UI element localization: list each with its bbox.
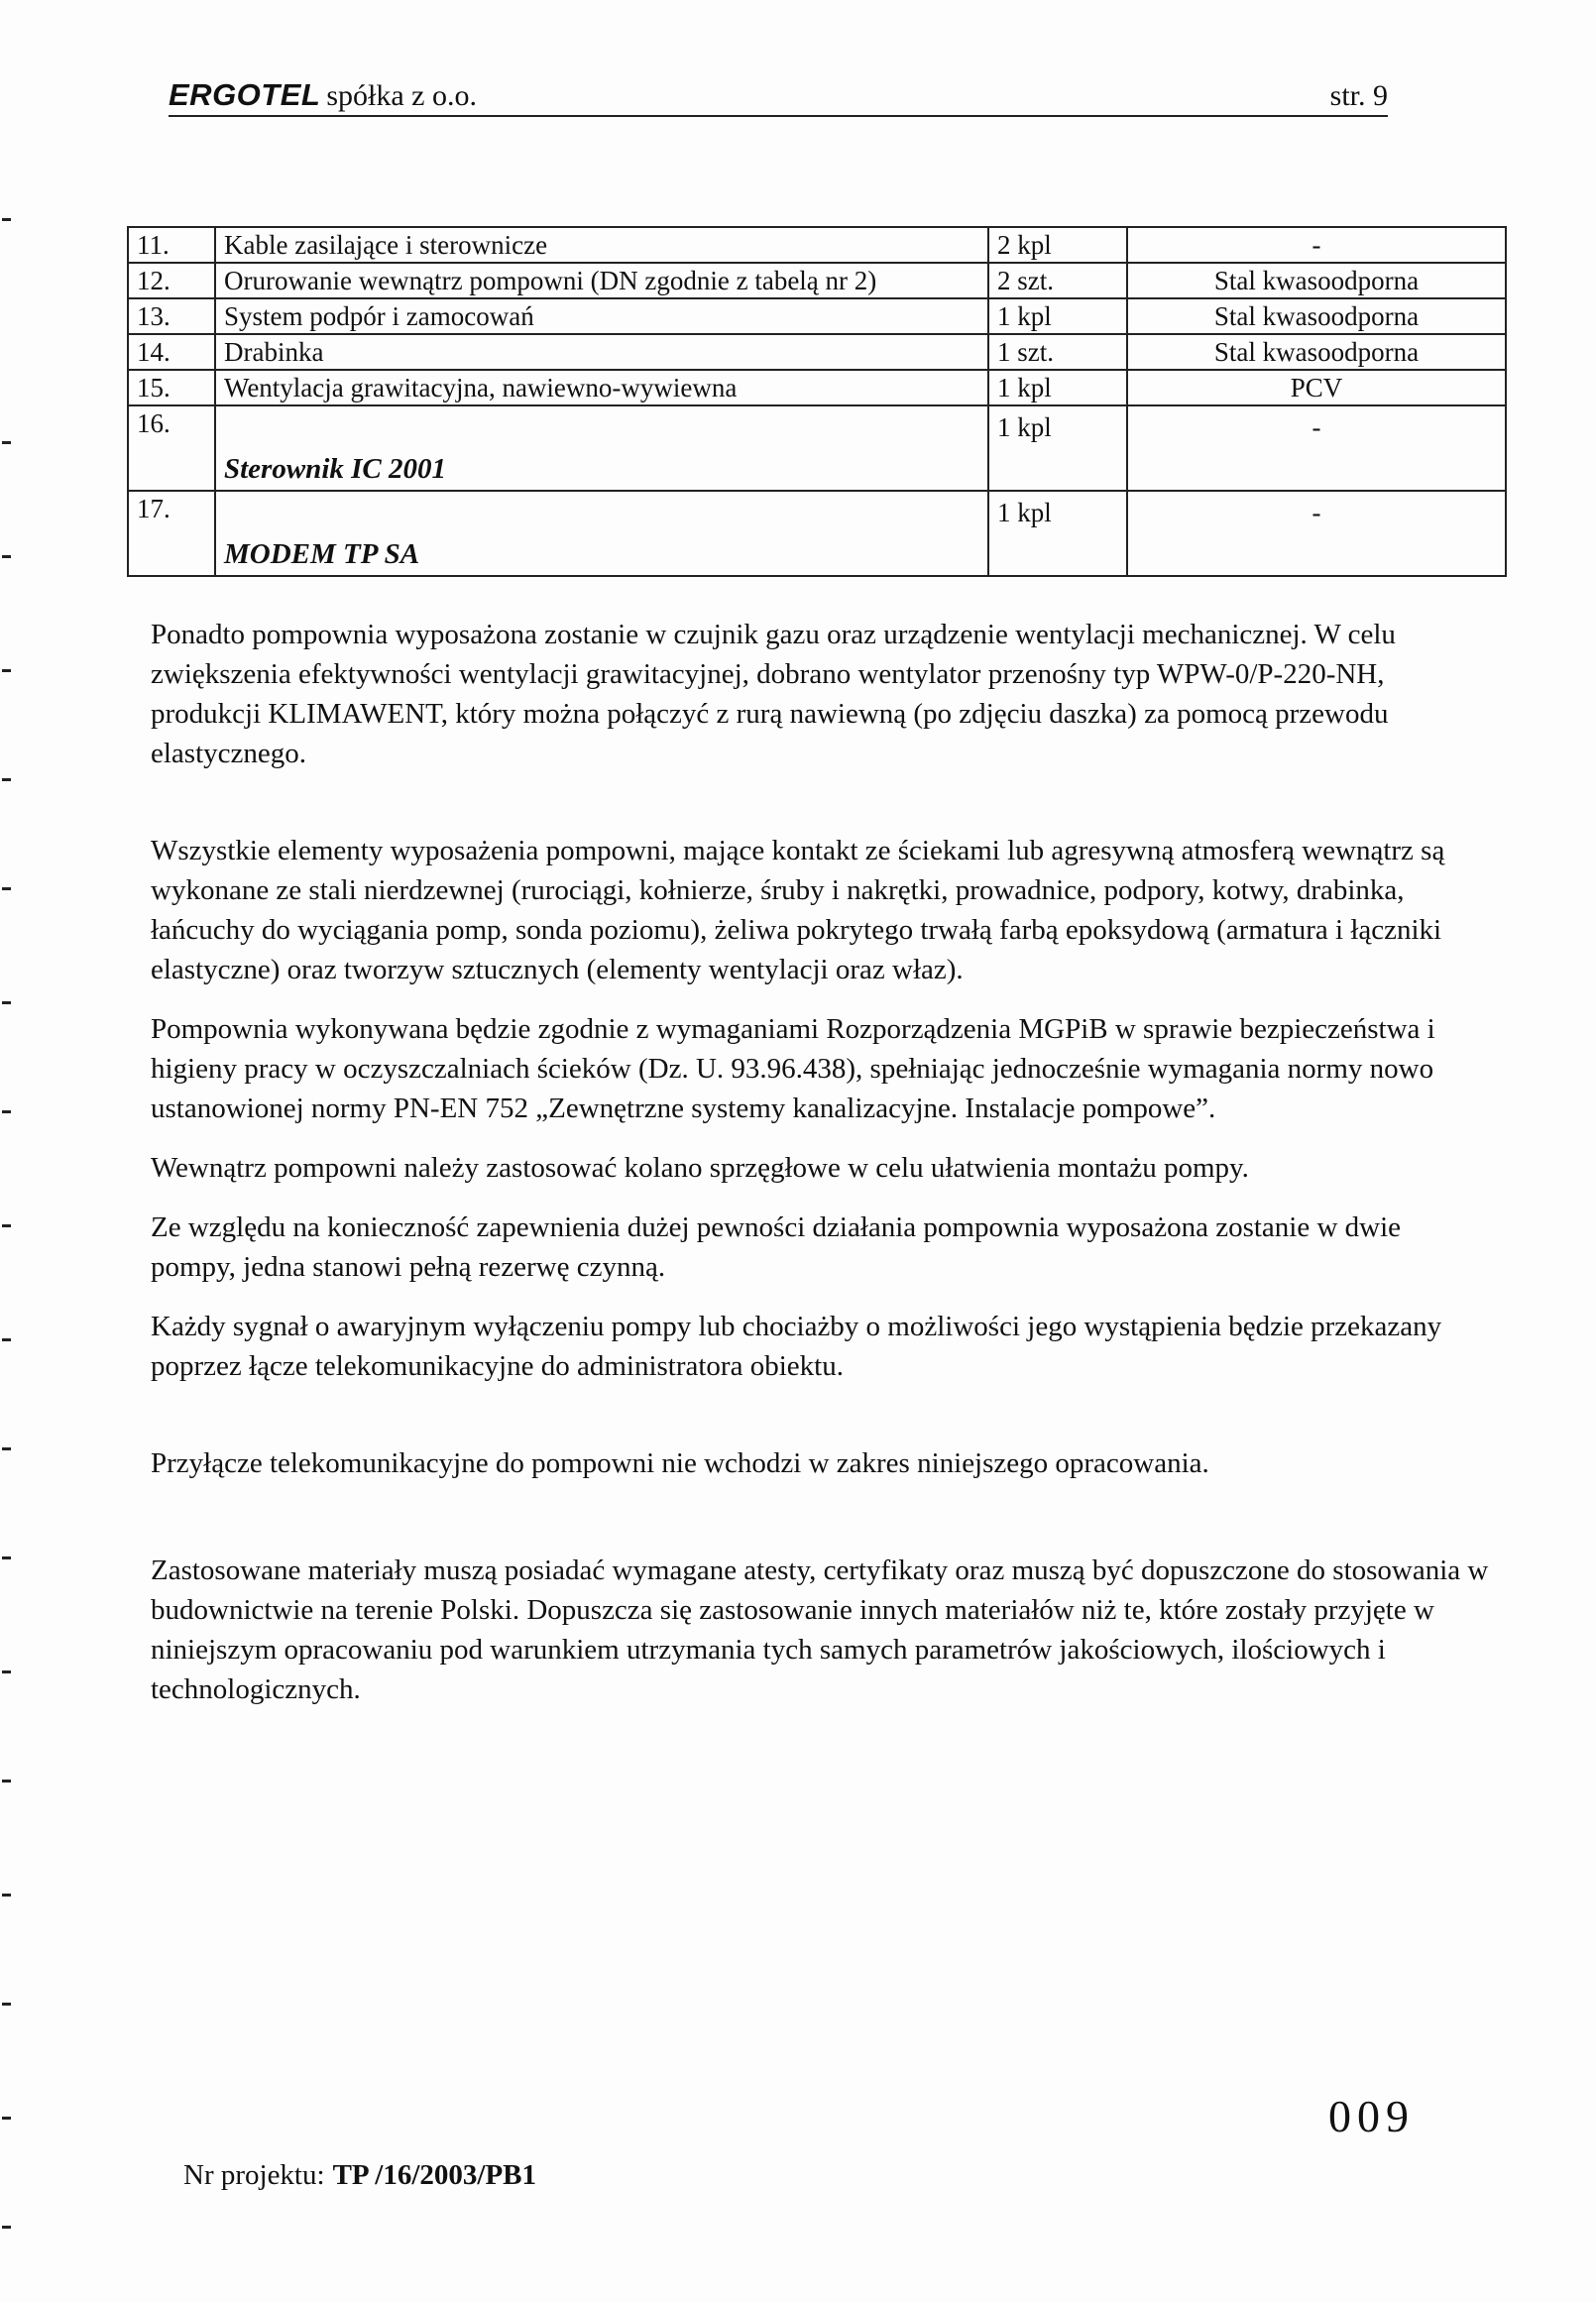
- item-material: Stal kwasoodporna: [1127, 263, 1506, 298]
- scan-mark: [2, 218, 11, 221]
- item-quantity: 1 kpl: [988, 298, 1127, 334]
- table-row: [128, 227, 1506, 263]
- item-quantity: 2 kpl: [988, 227, 1127, 263]
- company-name: [169, 77, 477, 113]
- item-material: -: [1127, 405, 1506, 491]
- paragraph-coupling: Wewnątrz pompowni należy zastosować kolano sprzęgłowe w celu ułatwienia montażu pompy.: [151, 1152, 1249, 1184]
- document-number-stamp: 009: [1328, 2091, 1415, 2141]
- row-number: 16.: [128, 405, 215, 491]
- scan-mark: [2, 1001, 11, 1004]
- item-quantity: 2 szt.: [988, 263, 1127, 298]
- item-name: Drabinka: [215, 334, 988, 370]
- scan-mark: [2, 1224, 11, 1227]
- table-row: [128, 370, 1506, 405]
- paragraph-materials: Wszystkie elementy wyposażenia pompowni, mające kontakt ze ściekami lub agresywną atmosferą wewnątrz są wykonane ze stali nierdzewnej (rurociągi, kołnierze, śruby i nakrętki, prowadnice, podpory, kotwy, drabinka, łańcuchy do wyciągania pomp, sonda poziomu), żeliwa pokrytego trwałą farbą epoksydową (armatura i łączniki elastyczne) oraz tworzyw sztucznych (elementy wentylacji oraz właz).: [151, 835, 1445, 985]
- item-name: Wentylacja grawitacyjna, nawiewno-wywiewna: [215, 370, 988, 405]
- item-material: Stal kwasoodporna: [1127, 298, 1506, 334]
- paragraph-ventilation: Ponadto pompownia wyposażona zostanie w czujnik gazu oraz urządzenie wentylacji mechanicznej. W celu zwiększenia efektywności wentylacji grawitacyjnej, dobrano wentylator przenośny typ WPW-0/P-220-NH, produkcji KLIMAWENT, który można połączyć z rurą nawiewną (po zdjęciu daszka) za pomocą przewodu elastycznego.: [151, 619, 1396, 769]
- project-number: [183, 2159, 536, 2192]
- table-row: [128, 405, 1506, 491]
- scan-mark: [2, 2003, 11, 2006]
- table-row: [128, 298, 1506, 334]
- paragraph-alarm: Każdy sygnał o awaryjnym wyłączeniu pompy lub chociażby o możliwości jego wystąpienia będzie przekazany poprzez łącze telekomunikacyjne do administratora obiektu.: [151, 1311, 1442, 1382]
- scan-mark: [2, 1670, 11, 1673]
- scan-mark: [2, 1894, 11, 1897]
- page-header: [169, 69, 1388, 117]
- item-name: MODEM TP SA: [215, 491, 988, 576]
- row-number: 11.: [128, 227, 215, 263]
- table-row: [128, 263, 1506, 298]
- item-quantity: 1 kpl: [988, 491, 1127, 576]
- paragraph-telecom: Przyłącze telekomunikacyjne do pompowni nie wchodzi w zakres niniejszego opracowania.: [151, 1447, 1209, 1479]
- table-row: [128, 334, 1506, 370]
- company-suffix: spółka z o.o.: [326, 79, 477, 112]
- row-number: 13.: [128, 298, 215, 334]
- company-brand: ERGOTEL: [169, 77, 321, 112]
- item-material: PCV: [1127, 370, 1506, 405]
- item-quantity: 1 kpl: [988, 370, 1127, 405]
- row-number: 17.: [128, 491, 215, 576]
- scan-mark: [2, 1447, 11, 1450]
- scan-mark: [2, 555, 11, 558]
- paragraph-pumps: Ze względu na konieczność zapewnienia dużej pewności działania pompownia wyposażona zostanie w dwie pompy, jedna stanowi pełną rezerwę czynną.: [151, 1211, 1402, 1283]
- project-value: TP /16/2003/PB1: [332, 2159, 536, 2191]
- scan-mark: [2, 669, 11, 672]
- item-quantity: 1 szt.: [988, 334, 1127, 370]
- item-material: Stal kwasoodporna: [1127, 334, 1506, 370]
- item-name: Sterownik IC 2001: [215, 405, 988, 491]
- item-material: -: [1127, 491, 1506, 576]
- scan-mark: [2, 778, 11, 781]
- row-number: 12.: [128, 263, 215, 298]
- equipment-table: [127, 226, 1507, 577]
- item-name: System podpór i zamocowań: [215, 298, 988, 334]
- scan-mark: [2, 441, 11, 444]
- scan-mark: [2, 1338, 11, 1341]
- scan-mark: [2, 1110, 11, 1113]
- item-quantity: 1 kpl: [988, 405, 1127, 491]
- table-row: [128, 491, 1506, 576]
- scan-mark: [2, 1780, 11, 1783]
- paragraph-regulations: Pompownia wykonywana będzie zgodnie z wymaganiami Rozporządzenia MGPiB w sprawie bezpieczeństwa i higieny pracy w oczyszczalniach ścieków (Dz. U. 93.96.438), spełniając jednocześnie wymagania normy nowo ustanowionej normy PN-EN 752 „Zewnętrzne systemy kanalizacyjne. Instalacje pompowe”.: [151, 1013, 1435, 1124]
- item-name: Orurowanie wewnątrz pompowni (DN zgodnie z tabelą nr 2): [215, 263, 988, 298]
- scan-mark: [2, 1556, 11, 1559]
- body-text: [151, 615, 1489, 1709]
- paragraph-certificates: Zastosowane materiały muszą posiadać wymagane atesty, certyfikaty oraz muszą być dopuszczone do stosowania w budownictwie na terenie Polski. Dopuszcza się zastosowanie innych materiałów niż te, które zostały przyjęte w niniejszym opracowaniu pod warunkiem utrzymania tych samych parametrów jakościowych, ilościowych i technologicznych.: [151, 1554, 1489, 1705]
- row-number: 14.: [128, 334, 215, 370]
- page-number: str. 9: [1329, 79, 1388, 112]
- row-number: 15.: [128, 370, 215, 405]
- project-label: Nr projektu:: [183, 2159, 325, 2191]
- scan-mark: [2, 887, 11, 890]
- item-name: Kable zasilające i sterownicze: [215, 227, 988, 263]
- item-material: -: [1127, 227, 1506, 263]
- scan-mark: [2, 2117, 11, 2120]
- scan-mark: [2, 2226, 11, 2229]
